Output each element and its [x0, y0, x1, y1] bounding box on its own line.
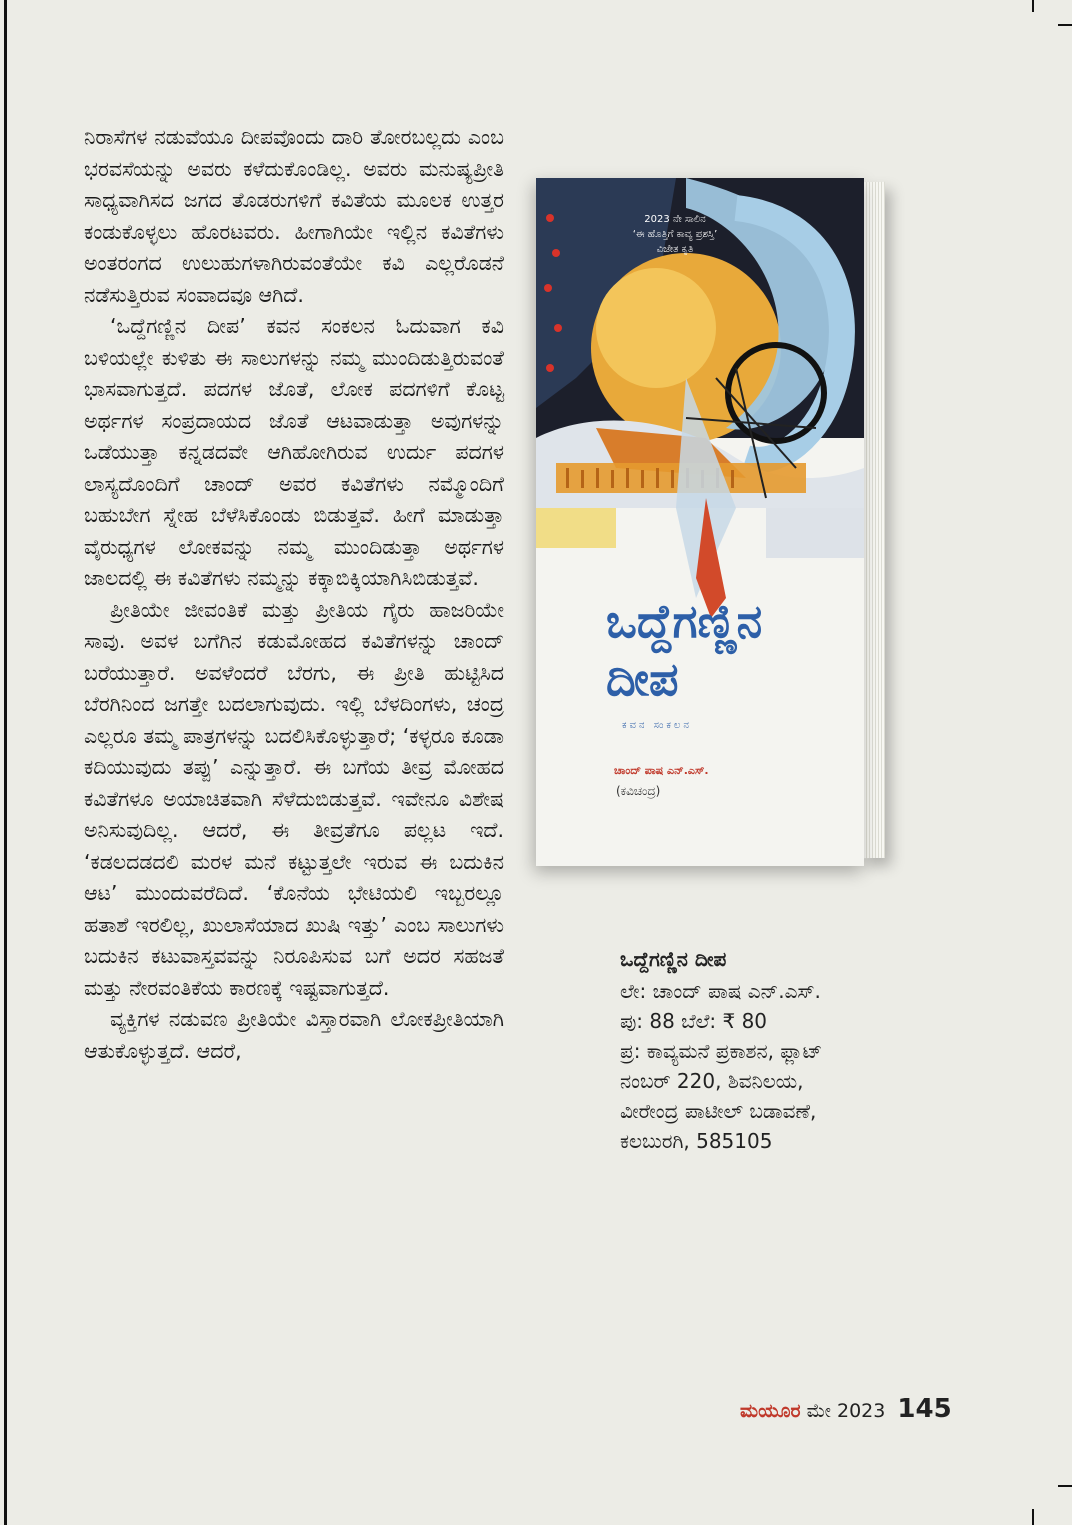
article-paragraph-2: ‘ಒದ್ದೆಗಣ್ಣಿನ ದೀಪ’ ಕವನ ಸಂಕಲನ ಓದುವಾಗ ಕವಿ ಬಳಿಯಲ್ಲೇ ಕುಳಿತು ಈ ಸಾಲುಗಳನ್ನು ನಮ್ಮ ಮುಂದಿಡುತ್ತಿರುವಂತೆ ಭಾಸವಾಗುತ್ತದೆ. ಪದಗಳ ಜೊತೆ, ಲೋಕ ಪದಗಳಿಗೆ ಕೊಟ್ಟ ಅರ್ಥಗಳ ಸಂಪ್ರದಾಯದ ಜೊತೆ ಆಟವಾಡುತ್ತಾ ಅವುಗಳನ್ನು ಒಡೆಯುತ್ತಾ ಕನ್ನಡದವೇ ಆಗಿಹೋಗಿರುವ ಉರ್ದು ಪದಗಳ ಲಾಸ್ಯದೊಂದಿಗೆ ಚಾಂದ್ ಅವರ ಕವಿತೆಗಳು ನಮ್ಮೊಂದಿಗೆ ಬಹುಬೇಗ ಸ್ನೇಹ ಬೆಳೆಸಿಕೊಂಡು ಬಿಡುತ್ತವೆ. ಹೀಗೆ ಮಾಡುತ್ತಾ ವೈರುಧ್ಯಗಳ ಲೋಕವನ್ನು ನಮ್ಮ ಮುಂದಿಡುತ್ತಾ ಅರ್ಥಗಳ ಜಾಲದಲ್ಲಿ ಈ ಕವಿತೆಗಳು ನಮ್ಮನ್ನು ಕಕ್ಕಾಬಿಕ್ಕಿಯಾಗಿಸಿಬಿಡುತ್ತವೆ.	[84, 314, 504, 590]
award-badge-line-1: 2023 ನೇ ಸಾಲಿನ	[644, 214, 706, 225]
cover-title-line-1: ಒದ್ದೆಗಣ್ಣಿನ	[606, 594, 763, 648]
crop-mark-top-right-h	[1058, 24, 1072, 26]
article-column	[84, 122, 504, 1067]
award-badge-line-2: ‘ಈ ಹೊತ್ತಿಗೆ ಕಾವ್ಯ ಪ್ರಶಸ್ತಿ’	[632, 229, 718, 240]
issue-date: ಮೇ 2023	[806, 1400, 886, 1422]
crop-mark-top-right	[1032, 0, 1034, 12]
cover-title	[606, 592, 836, 708]
caption-author: ಲೇ: ಚಾಂದ್ ಪಾಷ ಎನ್.ಎಸ್.	[620, 979, 821, 1003]
caption-address-1: ನಂಬರ್ 220, ಶಿವನಿಲಯ,	[620, 1069, 804, 1093]
article-paragraph-3: ಪ್ರೀತಿಯೇ ಜೀವಂತಿಕೆ ಮತ್ತು ಪ್ರೀತಿಯ ಗೈರು ಹಾಜರಿಯೇ ಸಾವು. ಅವಳ ಬಗೆಗಿನ ಕಡುಮೋಹದ ಕವಿತೆಗಳನ್ನು ಚಾಂದ್ ಬರೆಯುತ್ತಾರೆ. ಅವಳೆಂದರೆ ಬೆರಗು, ಈ ಪ್ರೀತಿ ಹುಟ್ಟಿಸಿದ ಬೆರಗಿನಿಂದ ಜಗತ್ತೇ ಬದಲಾಗುವುದು. ಇಲ್ಲಿ ಬೆಳದಿಂಗಳು, ಚಂದ್ರ ಎಲ್ಲರೂ ತಮ್ಮ ಪಾತ್ರಗಳನ್ನು ಬದಲಿಸಿಕೊಳ್ಳುತ್ತಾರೆ; ‘ಕಳ್ಳರೂ ಕೂಡಾ ಕದಿಯುವುದು ತಪ್ಪು’ ಎನ್ನುತ್ತಾರೆ. ಈ ಬಗೆಯ ತೀವ್ರ ಮೋಹದ ಕವಿತೆಗಳೂ ಅಯಾಚಿತವಾಗಿ ಸೆಳೆದುಬಿಡುತ್ತವೆ. ಇವೇನೂ ವಿಶೇಷ ಅನಿಸುವುದಿಲ್ಲ. ಆದರೆ, ಈ ತೀವ್ರತೆಗೂ ಪಲ್ಲಟ ಇದೆ. ‘ಕಡಲದಡದಲಿ ಮರಳ ಮನೆ ಕಟ್ಟುತ್ತಲೇ ಇರುವ ಈ ಬದುಕಿನ ಆಟ’ ಮುಂದುವರೆದಿದೆ. ‘ಕೊನೆಯ ಭೇಟಿಯಲಿ ಇಬ್ಬರಲ್ಲೂ ಹತಾಶೆ ಇರಲಿಲ್ಲ, ಖುಲಾಸೆಯಾದ ಖುಷಿ ಇತ್ತು’ ಎಂಬ ಸಾಲುಗಳು ಬದುಕಿನ ಕಟುವಾಸ್ತವವನ್ನು ನಿರೂಪಿಸುವ ಬಗೆ ಅದರ ಸಹಜತೆ ಮತ್ತು ನೇರವಂತಿಕೆಯ ಕಾರಣಕ್ಕೆ ಇಷ್ಟವಾಗುತ್ತದೆ.	[84, 597, 504, 1000]
caption-pages-price: ಪು: 88 ಬೆಲೆ: ₹ 80	[620, 1009, 768, 1033]
caption-address-2: ವೀರೇಂದ್ರ ಪಾಟೀಲ್ ಬಡಾವಣೆ,	[620, 1099, 817, 1123]
page-footer	[740, 1394, 952, 1424]
crop-mark-left	[4, 0, 7, 1525]
book-details-caption	[620, 944, 940, 1156]
article-paragraph-4: ವ್ಯಕ್ತಿಗಳ ನಡುವಣ ಪ್ರೀತಿಯೇ ವಿಸ್ತಾರವಾಗಿ ಲೋಕಪ್ರೀತಿಯಾಗಿ ಆತುಕೊಳ್ಳುತ್ತದೆ. ಆದರೆ,	[84, 1007, 504, 1063]
award-badge	[600, 212, 750, 257]
caption-address-3: ಕಲಬುರಗಿ, 585105	[620, 1129, 773, 1153]
cover-artwork	[536, 178, 864, 866]
cover-title-line-2: ದೀಪ	[606, 652, 679, 706]
cover-subtitle: ಕವನ ಸಂಕಲನ	[622, 720, 692, 731]
cover-pen-name: (ಕವಿಚಂದ್ರ)	[616, 784, 661, 798]
caption-publisher: ಪ್ರ: ಕಾವ್ಯಮನೆ ಪ್ರಕಾಶನ, ಫ್ಲಾಟ್	[620, 1039, 823, 1063]
book-image	[536, 178, 888, 866]
article-paragraph-1: ನಿರಾಸೆಗಳ ನಡುವೆಯೂ ದೀಪವೊಂದು ದಾರಿ ತೋರಬಲ್ಲದು ಎಂಬ ಭರವಸೆಯನ್ನು ಅವರು ಕಳೆದುಕೊಂಡಿಲ್ಲ. ಅವರು ಮನುಷ್ಯಪ್ರೀತಿ ಸಾಧ್ಯವಾಗಿಸದ ಜಗದ ತೊಡರುಗಳಿಗೆ ಕವಿತೆಯ ಮೂಲಕ ಉತ್ತರ ಕಂಡುಕೊಳ್ಳಲು ಹೊರಟವರು. ಹೀಗಾಗಿಯೇ ಇಲ್ಲಿನ ಕವಿತೆಗಳು ಅಂತರಂಗದ ಉಲುಹುಗಳಾಗಿರುವಂತೆಯೇ ಕವಿ ಎಲ್ಲರೊಡನೆ ನಡೆಸುತ್ತಿರುವ ಸಂವಾದವೂ ಆಗಿದೆ.	[84, 125, 504, 307]
cover-author: ಚಾಂದ್ ಪಾಷ ಎನ್.ಎಸ್.	[614, 764, 709, 777]
crop-mark-bottom-right-h	[1058, 1485, 1072, 1487]
book-pages-edge	[861, 182, 885, 858]
page-number: 145	[897, 1394, 952, 1424]
crop-mark-bottom-right	[1032, 1509, 1034, 1525]
caption-book-title: ಒದ್ದೆಗಣ್ಣಿನ ದೀಪ	[620, 947, 727, 971]
award-badge-line-3: ವಿಜೇತ ಕೃತಿ	[656, 244, 694, 255]
magazine-name: ಮಯೂರ	[740, 1400, 801, 1422]
book-cover	[536, 178, 864, 866]
